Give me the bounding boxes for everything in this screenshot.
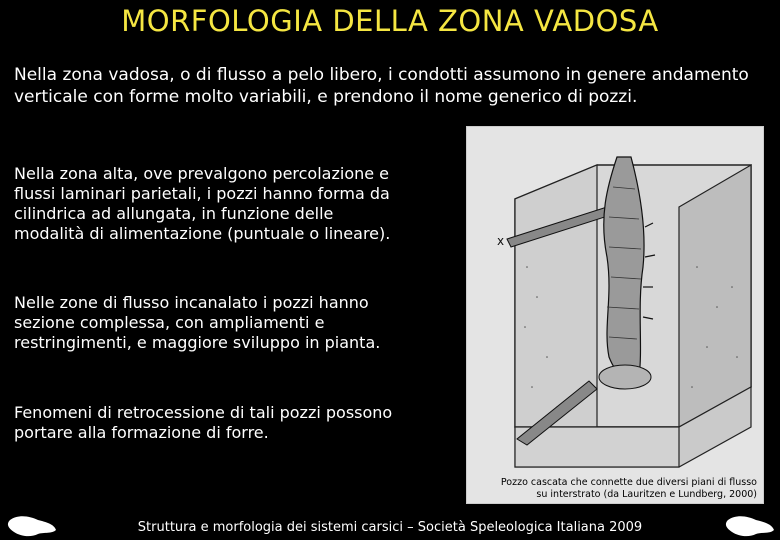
figure-marker: x — [497, 234, 505, 248]
shaft-drawing — [467, 127, 763, 503]
shaft-illustration — [466, 126, 764, 504]
slide-title: MORFOLOGIA DELLA ZONA VADOSA — [121, 4, 659, 38]
caption-line-1: Pozzo cascata che connette due diversi piani di flusso — [500, 477, 757, 488]
paragraph-channeled-flow: Nelle zone di flusso incanalato i pozzi hanno sezione complessa, con ampliamenti e restringimenti, e maggiore sviluppo in pianta. — [14, 293, 381, 352]
intro-paragraph: Nella zona vadosa, o di flusso a pelo libero, i condotti assumono in genere andamento verticale con forme molto variabili, e prendono il nome generico di pozzi. — [14, 65, 749, 107]
footer-credit: Struttura e morfologia dei sistemi carsici – Società Speleologica Italiana 2009 — [137, 520, 643, 535]
figure-caption — [467, 477, 757, 501]
paragraph-gorges: Fenomeni di retrocessione di tali pozzi possono portare alla formazione di forre. — [14, 403, 393, 442]
paragraph-upper-zone: Nella zona alta, ove prevalgono percolazione e flussi laminari parietali, i pozzi hanno forma da cilindrica ad allungata, in funzione delle modalità di alimentazione (puntuale o lineare). — [14, 164, 391, 243]
caption-line-2: su interstrato (da Lauritzen e Lundberg, 2000) — [536, 489, 757, 500]
